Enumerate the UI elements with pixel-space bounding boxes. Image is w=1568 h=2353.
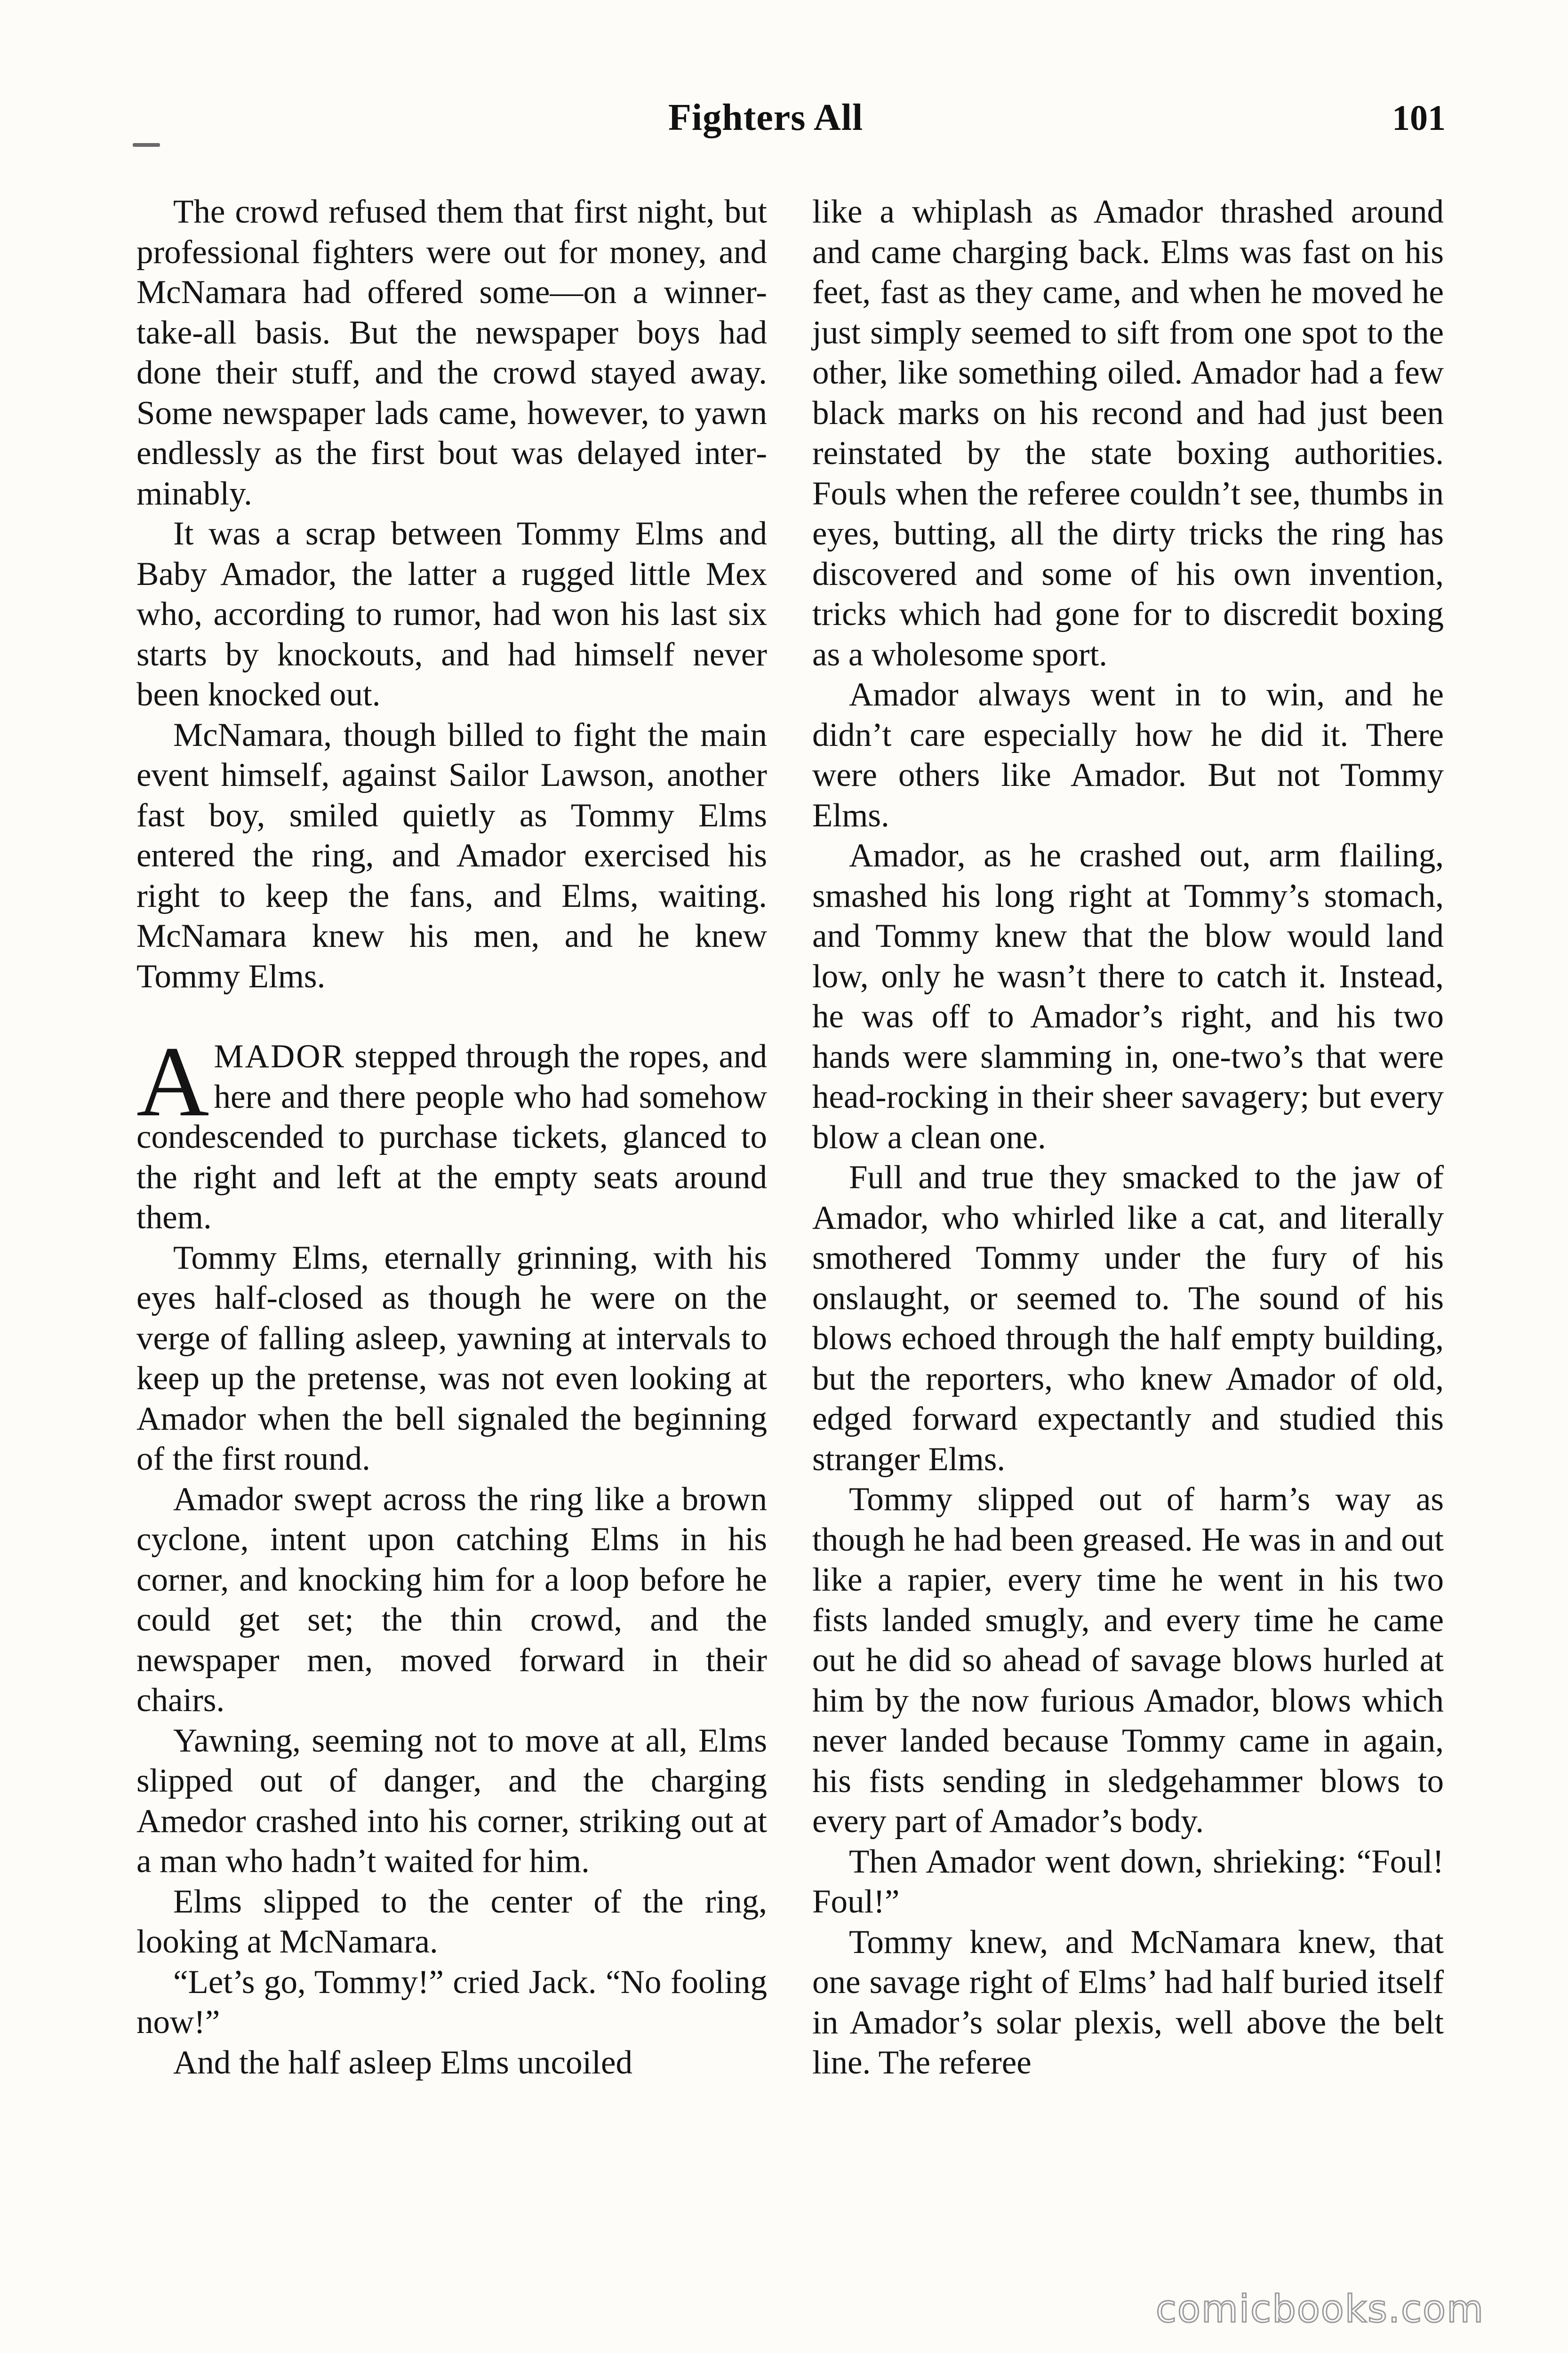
paragraph: Amador swept across the ring like a brown cyclone, intent upon catching Elms in his corner, and knocking him for a loop before he could get set; the thin crowd, and the newspaper men, moved forward in their chairs. bbox=[136, 1481, 767, 1719]
page-number: 101 bbox=[1392, 98, 1446, 138]
paragraph: It was a scrap between Tommy Elms and Baby Amador, the latter a rugged little Mex who, according to rumor, had won his last six starts by knockouts, and had himself never been knocked out. bbox=[136, 515, 767, 713]
paragraph: Amador always went in to win, and he didn’t care especially how he did it. There were others like Amador. But not Tommy Elms. bbox=[812, 676, 1444, 834]
small-caps-lead: MADOR bbox=[214, 1038, 345, 1075]
paragraph: Full and true they smacked to the jaw of Amador, who whirled like a cat, and literally smothered Tommy under the fury of his onslaught, or seemed to. The sound of his blows echoed through the half empty building, but the reporters, who knew Amador of old, edged forward expectantly and studied this stranger Elms. bbox=[812, 1159, 1444, 1478]
paragraph: “Let’s go, Tommy!” cried Jack. “No fooling now!” bbox=[136, 1963, 767, 2041]
paragraph: And the half asleep Elms uncoiled bbox=[173, 2044, 632, 2081]
paragraph: Elms slipped to the center of the ring, looking at McNamara. bbox=[136, 1883, 767, 1960]
section-opening-paragraph bbox=[136, 1026, 767, 1238]
paragraph: Amador, as he crashed out, arm flailing, smashed his long right at Tommy’s stomach, and Tommy knew that the blow would land low, only he wasn’t there to catch it. Instead, he was off to Amador’s right, and his two hands were slamming in, one-two’s that were head-rocking in their sheer savagery; but every blow a clean one. bbox=[812, 837, 1444, 1156]
right-column bbox=[812, 192, 1444, 2083]
left-column bbox=[136, 192, 767, 2083]
paragraph: Yawning, seeming not to move at all, Elms slipped out of danger, and the charging Amedor crashed into his corner, striking out at a man who hadn’t waited for him. bbox=[136, 1722, 767, 1880]
paragraph: Then Amador went down, shrieking: “Foul! Foul!” bbox=[812, 1843, 1444, 1920]
running-head: Fighters All bbox=[668, 97, 864, 138]
paragraph: McNamara, though billed to fight the main event himself, against Sailor Lawson, another fast boy, smiled quietly as Tommy Elms entered the ring, and Amador exercised his right to keep the fans, and Elms, waiting. McNamara knew his men, and he knew Tommy Elms. bbox=[136, 716, 767, 995]
paragraph: Tommy slipped out of harm’s way as though he had been greased. He was in and out like a rapier, every time he went in his two fists landed smugly, and every time he came out he did so ahead of savage blows hurled at him by the now furious Amador, blows which never landed because Tommy came in again, his fists sending in sledgehammer blows to every part of Amador’s body. bbox=[812, 1481, 1444, 1840]
site-watermark: comicbooks.com bbox=[1156, 2287, 1485, 2331]
paragraph: Tommy knew, and McNamara knew, that one savage right of Elms’ had half buried itself in Amador’s solar plexis, well above the belt line. The referee bbox=[812, 1923, 1444, 2081]
printer-mark bbox=[133, 143, 160, 147]
paragraph: The crowd refused them that first night, but professional fighters were out for money, and McNamara had offered some—on a winner-take-all basis. But the newspaper boys had done their stuff, and the crowd stayed away. Some newspaper lads came, however, to yawn endlessly as the first bout was delayed interminably. bbox=[136, 193, 767, 512]
paragraph: Tommy Elms, eternally grinning, with his eyes half-closed as though he were on the verge of falling asleep, yawning at intervals to keep up the pretense, was not even looking at Amador when the bell signaled the beginning of the first round. bbox=[136, 1239, 767, 1477]
drop-cap: A bbox=[136, 1026, 209, 1137]
paragraph: like a whiplash as Amador thrashed around and came charging back. Elms was fast on his feet, fast as they came, and when he moved he just simply seemed to sift from one spot to the other, like something oiled. Amador had a few black marks on his recond and had just been reinstated by the state boxing authorities. Fouls when the referee couldn’t see, thumbs in eyes, butting, all the dirty tricks the ring has discovered and some of his own invention, tricks which had gone for to discredit boxing as a wholesome sport. bbox=[812, 193, 1444, 673]
paragraph-text: stepped through the ropes, and here and there people who had somehow condescended to purchase tickets, glanced to the right and left at the empty seats around them. bbox=[136, 1038, 767, 1236]
